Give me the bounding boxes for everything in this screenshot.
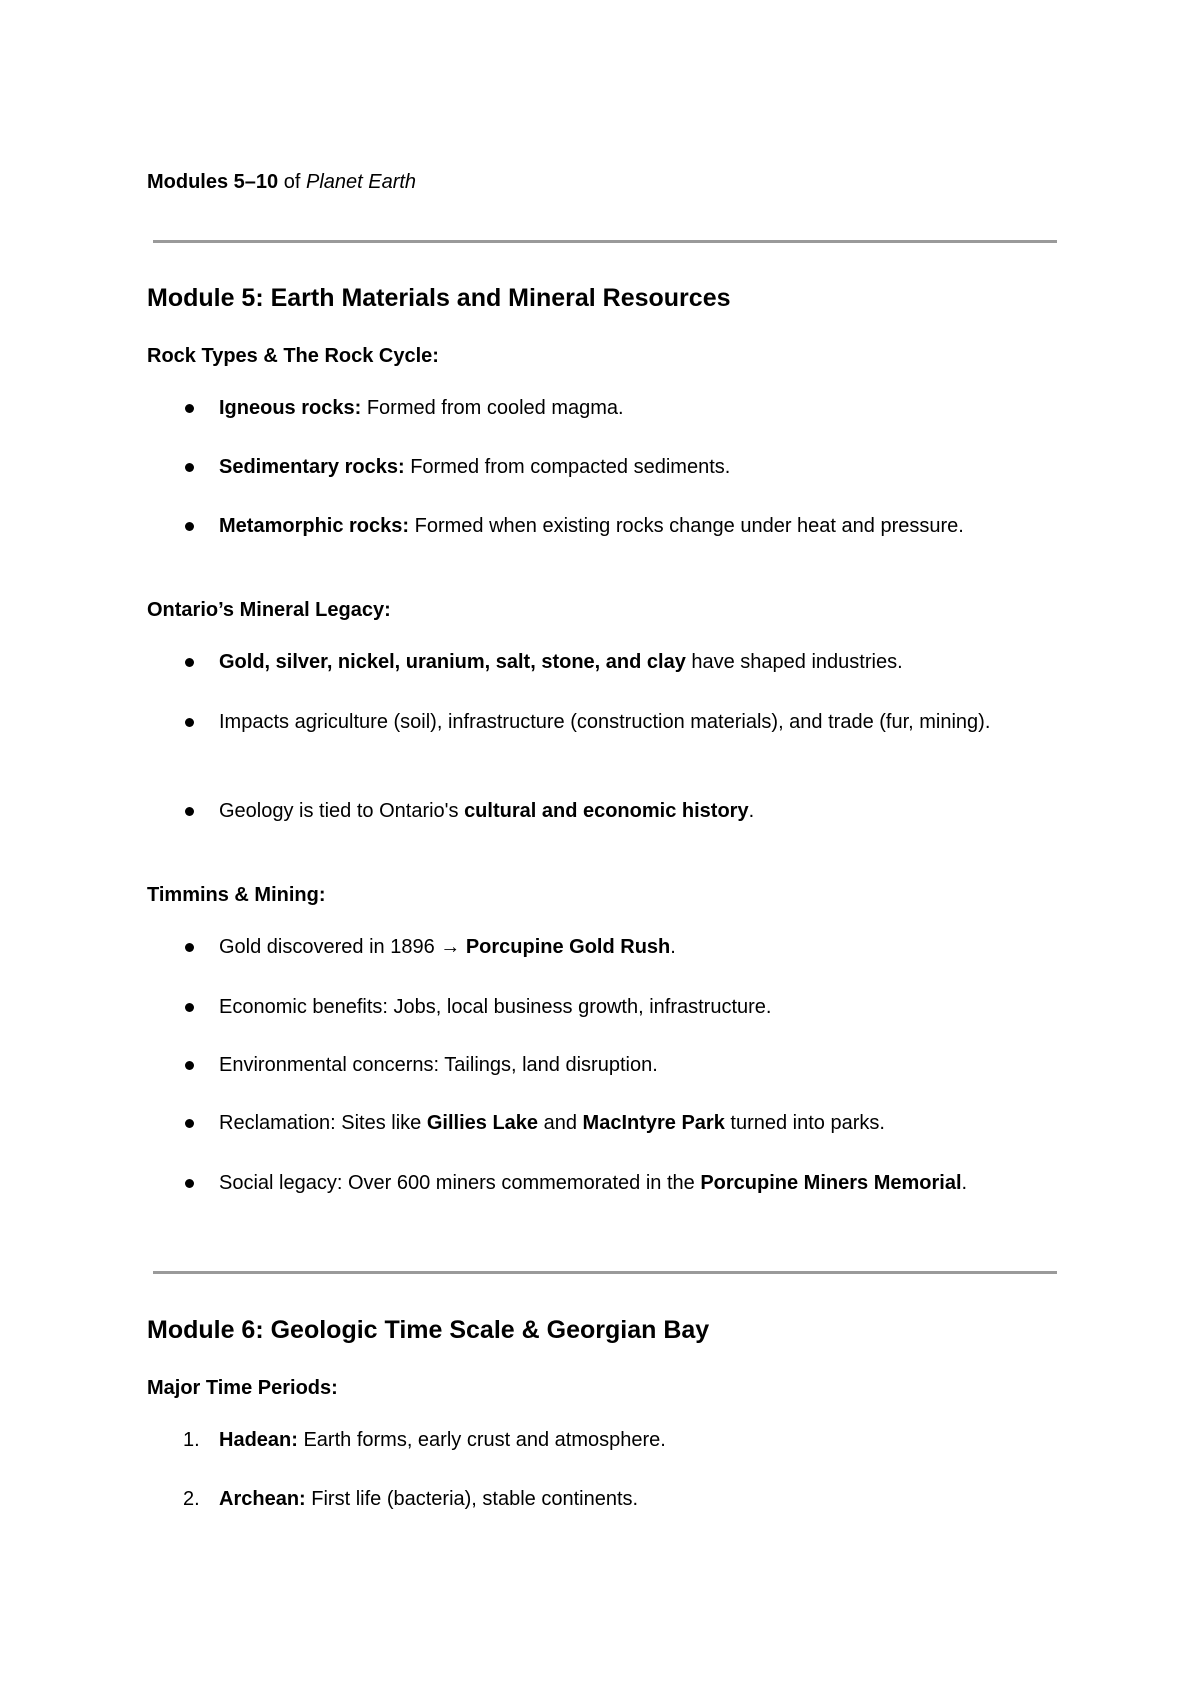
of-label: of [283, 171, 301, 193]
list-item-text: . [670, 936, 676, 958]
bullet-icon [185, 522, 194, 531]
list-item [219, 1484, 1059, 1514]
bullet-icon [185, 658, 194, 667]
list-item-text: Geology is tied to Ontario's [219, 800, 465, 822]
list-number: 1. [183, 1429, 200, 1451]
list-item [219, 647, 1059, 677]
list-item-term: cultural and economic history [464, 800, 749, 822]
book-title: Planet Earth [305, 171, 417, 193]
bullet-icon [185, 943, 194, 952]
list-number: 2. [183, 1488, 200, 1510]
list-item-text: and [538, 1112, 583, 1134]
list-item-text: turned into parks. [724, 1112, 885, 1134]
bullet-icon [185, 807, 194, 816]
horizontal-divider [153, 240, 1057, 243]
list-item-text: Formed when existing rocks change under heat and pressure. [409, 515, 964, 537]
list-item-term: MacIntyre Park [582, 1112, 725, 1134]
list-item [219, 452, 1059, 482]
list-item [219, 796, 1059, 826]
list-item [219, 992, 1059, 1022]
list-item-term: Metamorphic rocks: [219, 515, 410, 537]
list-item-term: Porcupine Gold Rush [465, 936, 671, 958]
document-title [147, 170, 416, 194]
bullet-icon [185, 1003, 194, 1012]
list-item [219, 1168, 1059, 1198]
list-item-term: Igneous rocks: [219, 397, 362, 419]
bullet-icon [185, 1179, 194, 1188]
module-6-heading: Module 6: Geologic Time Scale & Georgian Bay [147, 1316, 710, 1344]
list-item-term: Hadean: [219, 1429, 298, 1451]
list-item-text: . [748, 800, 755, 822]
list-item-text: Earth forms, early crust and atmosphere. [297, 1429, 666, 1451]
time-periods-heading: Major Time Periods: [147, 1377, 338, 1399]
list-item-text: Social legacy: Over 600 miners commemorated in the [219, 1172, 701, 1194]
bullet-icon [185, 404, 194, 413]
mineral-legacy-heading: Ontario’s Mineral Legacy: [147, 599, 391, 621]
list-item-text: Reclamation: Sites like [219, 1112, 427, 1134]
rock-types-heading: Rock Types & The Rock Cycle: [147, 345, 439, 367]
list-item-term: Sedimentary rocks: [219, 456, 405, 478]
bullet-icon [185, 1119, 194, 1128]
list-item [219, 1425, 1059, 1455]
list-item-text: Gold discovered in 1896 → [219, 936, 466, 958]
list-item-term: Gold, silver, nickel, uranium, salt, stone, and clay [219, 651, 686, 673]
list-item-text: have shaped industries. [685, 651, 903, 673]
list-item-text: Impacts agriculture (soil), infrastructure (construction materials), and trade (fur, mining). [219, 711, 991, 733]
module-5-heading: Module 5: Earth Materials and Mineral Resources [147, 284, 731, 312]
list-item [219, 511, 1059, 541]
list-item [219, 932, 1059, 962]
timmins-heading: Timmins & Mining: [147, 884, 326, 906]
list-item [219, 1108, 1059, 1138]
modules-range-label: Modules 5–10 [147, 171, 279, 193]
list-item-term: Gillies Lake [426, 1112, 539, 1134]
list-item-text: Formed from cooled magma. [361, 397, 624, 419]
horizontal-divider [153, 1271, 1057, 1274]
bullet-icon [185, 463, 194, 472]
list-item [219, 707, 1019, 737]
list-item-text: Formed from compacted sediments. [404, 456, 731, 478]
bullet-icon [185, 718, 194, 727]
list-item-term: Archean: [219, 1488, 306, 1510]
list-item-term: Porcupine Miners Memorial [700, 1172, 962, 1194]
list-item-text: First life (bacteria), stable continents. [305, 1488, 639, 1510]
list-item [219, 393, 1059, 423]
list-item-text: Economic benefits: Jobs, local business growth, infrastructure. [219, 996, 772, 1018]
list-item [219, 1050, 1059, 1080]
list-item-text: Environmental concerns: Tailings, land disruption. [219, 1054, 658, 1076]
bullet-icon [185, 1061, 194, 1070]
list-item-text: . [961, 1172, 968, 1194]
